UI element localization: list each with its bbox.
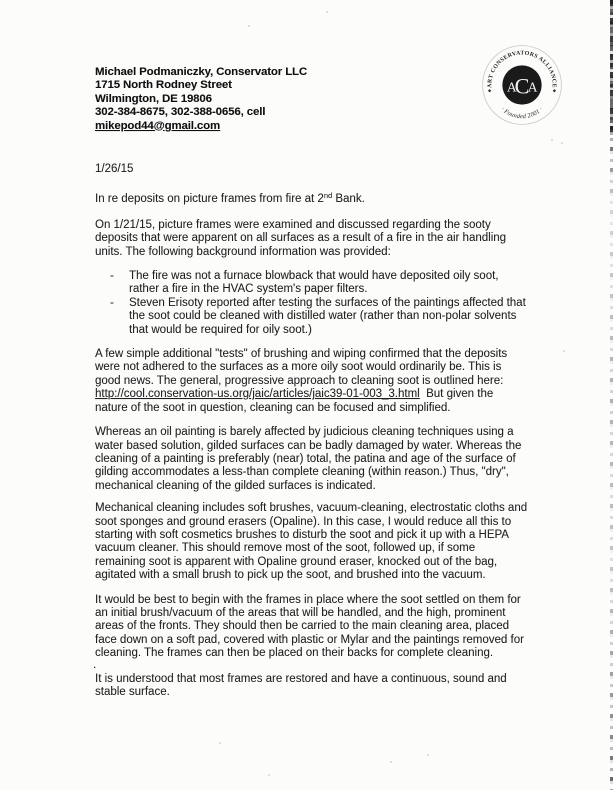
body-line: It is understood that most frames are restored and have a continuous, sound and	[95, 672, 507, 685]
body-line: stable surface.	[95, 686, 170, 698]
body-line: On 1/21/15, picture frames were examined and discussed regarding the sooty	[95, 218, 491, 231]
letterhead-email: mikepod44@gmail.com	[95, 119, 221, 132]
paragraph-gilding	[95, 426, 527, 493]
scan-speck	[561, 142, 563, 144]
seal-bottom-arc-text: · Founded 2001 ·	[499, 105, 545, 121]
letterhead-street: 1715 North Rodney Street	[95, 79, 232, 92]
paragraph-closing	[95, 673, 527, 700]
bullet-dash: -	[110, 296, 114, 309]
body-line: But given the	[419, 388, 494, 401]
body-line: cleaning. The frames can then be placed on their backs for complete cleaning.	[95, 647, 494, 660]
body-line: rather a fire in the HVAC system's paper filters.	[129, 283, 368, 296]
scan-speck	[248, 25, 250, 27]
bullet-item	[95, 270, 527, 297]
stray-mark: .	[93, 658, 97, 671]
letterhead-name: Michael Podmaniczky, Conservator LLC	[95, 66, 308, 78]
body-line: remaining soot is apparent with Opaline ground eraser, knocked out of the bag,	[95, 555, 498, 568]
seal-top-arc-text: ART CONSERVATORS ALLIANCE	[487, 50, 557, 88]
scan-speck	[390, 761, 392, 763]
bullet-text	[129, 297, 526, 337]
letterhead-phones: 302-384-8675, 302-388-0656, cell	[95, 106, 266, 119]
body-line: nature of the soot in question, cleaning can be focused and simplified.	[95, 401, 451, 414]
subject-text-end: Bank.	[332, 193, 365, 206]
svg-text:A: A	[506, 79, 517, 95]
body-line: units. The following background information was provided:	[95, 245, 391, 258]
body-line: face down on a soft pad, covered with plastic or Mylar and the paintings removed for	[95, 633, 524, 646]
body-line: Mechanical cleaning includes soft brushes, vacuum-cleaning, electrostatic cloths and	[95, 502, 528, 515]
body-line: water based solution, gilded surfaces can be badly damaged by water. Whereas the	[95, 439, 522, 452]
subject-line	[95, 189, 527, 206]
letter-body	[95, 163, 527, 699]
paragraph-approach	[95, 348, 527, 415]
body-line: good news. The general, progressive approach to cleaning soot is outlined here:	[95, 374, 504, 387]
body-line: It would be best to begin with the frames in place where the soot settled on them for	[95, 593, 521, 606]
svg-text:C: C	[514, 73, 530, 99]
letterhead-city: Wilmington, DE 19806	[95, 92, 212, 105]
date-line: 1/26/15	[95, 163, 134, 175]
body-line: the soot could be cleaned with distilled water (rather than non-polar solvents	[129, 310, 517, 323]
subject-superscript: nd	[323, 191, 333, 201]
svg-text:· Founded 2001 ·	[500, 106, 545, 120]
body-line: that would be required for oily soot.)	[129, 323, 312, 336]
scan-speck	[427, 754, 429, 756]
body-line: an initial brush/vacuum of the areas that will be handled, and the high, prominent	[95, 606, 506, 619]
body-line: areas of the fronts. They should then be carried to the main cleaning area, placed	[95, 620, 510, 633]
body-line: soot sponges and ground erasers (Opaline). In this case, I would reduce all this to	[95, 515, 512, 528]
scan-speck	[563, 350, 565, 352]
scan-speck	[551, 139, 553, 141]
seal-ornament-left	[488, 89, 491, 92]
scan-speck	[326, 11, 328, 13]
bullet-text	[129, 270, 499, 297]
body-line: deposits that were apparent on all surfaces as a result of a fire in the air handling	[95, 232, 507, 245]
subject-text: In re deposits on picture frames from fire at 2	[95, 193, 324, 206]
body-line: mechanical cleaning of the gilded surfaces is indicated.	[95, 479, 376, 492]
paragraph-examination	[95, 219, 527, 259]
body-line: starting with soft cosmetics brushes to disturb the soot and pick it up with a HEPA	[95, 528, 509, 541]
scan-speck	[219, 742, 221, 744]
body-line	[95, 388, 527, 401]
url-text: http://cool.conservation-us.org/jaic/articles/jaic39-01-003_3.html	[95, 388, 420, 401]
svg-text:A: A	[527, 79, 538, 95]
paragraph-procedure	[95, 594, 527, 661]
letterhead	[95, 66, 307, 133]
bullet-dash: -	[110, 270, 114, 283]
body-line: gilding accommodates a less-than complete cleaning (within reason.) Thus, "dry",	[95, 466, 509, 479]
paragraph-mechanical-cleaning	[95, 502, 527, 582]
bullet-list	[95, 270, 527, 337]
body-line: cleaning of a painting is preferably (near) total, the patina and age of the surface of	[95, 452, 516, 465]
seal-ornament-right	[553, 89, 556, 92]
body-line: were not adhered to the surfaces as a more oily soot would ordinarily be. This is	[95, 361, 502, 374]
body-line: A few simple additional "tests" of brushing and wiping confirmed that the deposits	[95, 348, 508, 361]
body-line: Steven Erisoty reported after testing the surfaces of the paintings affected that	[129, 296, 526, 309]
body-line: Whereas an oil painting is barely affected by judicious cleaning techniques using a	[95, 426, 514, 439]
bullet-item	[95, 297, 527, 337]
aca-seal-icon	[481, 44, 563, 126]
scan-speck	[268, 774, 270, 776]
body-line: The fire was not a furnace blowback that would have deposited oily soot,	[129, 270, 499, 283]
body-line: vacuum cleaner. This should remove most of the soot, followed up, if some	[95, 542, 476, 555]
body-line: agitated with a small brush to pick up the soot, and brushed into the vacuum.	[95, 569, 486, 582]
